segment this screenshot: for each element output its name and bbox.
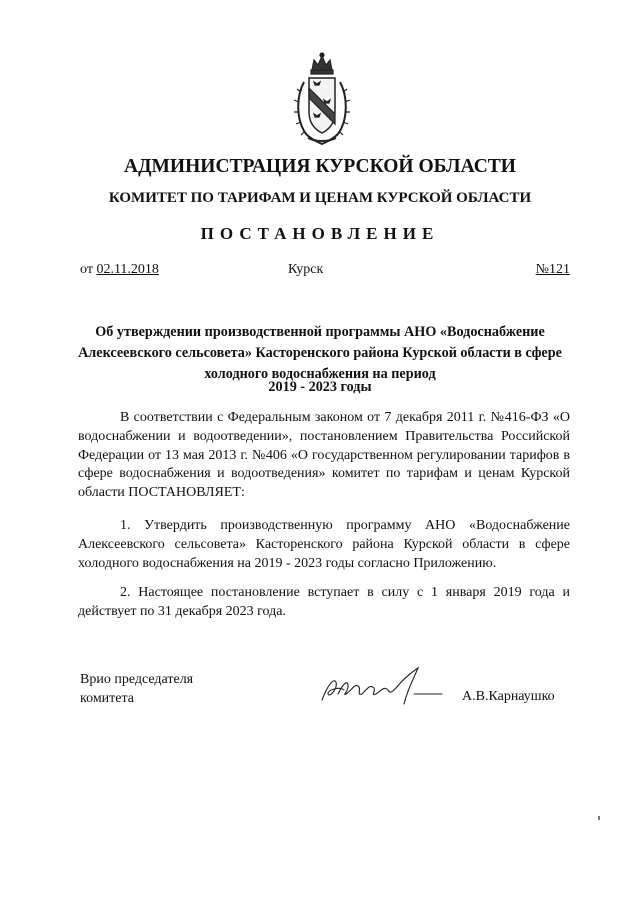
date-prefix: от	[80, 262, 97, 277]
committee-title: КОМИТЕТ ПО ТАРИФАМ И ЦЕНАМ КУРСКОЙ ОБЛАСТИ	[108, 190, 532, 206]
resolution-item-2: 2. Настоящее постановление вступает в силу с 1 января 2019 года и действует по 31 декабря 2023 года.	[78, 585, 570, 619]
document-type: ПОСТАНОВЛЕНИЕ	[200, 224, 440, 243]
handwritten-signature-icon	[318, 664, 458, 710]
coat-of-arms-icon	[290, 52, 354, 148]
document-subject: Об утверждении производственной программы АНО «Водоснабжение Алексеевского сельсовета» Касторенского района Курской области в сфере холодного водоснабжения на период	[78, 324, 562, 382]
date-value: 02.11.2018	[96, 262, 159, 277]
signatory-name: А.В.Карнаушко	[462, 689, 555, 704]
signatory-title-line-2: комитета	[80, 691, 135, 706]
signatory-title	[80, 670, 193, 708]
resolution-item-1: 1. Утвердить производственную программу АНО «Водоснабжение Алексеевского сельсовета» Касторенского района Курской области в сфере холодного водоснабжения на 2019 - 2023 годы согласно Приложению.	[78, 518, 570, 571]
signatory-title-line-1: Врио председателя	[80, 672, 194, 687]
document-subject-years: 2019 - 2023 годы	[268, 379, 372, 395]
document-city: Курск	[288, 262, 324, 277]
document-date	[80, 262, 159, 278]
preamble-paragraph: В соответствии с Федеральным законом от 7 декабря 2011 г. №416-ФЗ «О водоснабжении и водоотведении», постановлением Правительства Российской Федерации от 13 мая 2013 г. №406 «О государственном регулировании тарифов в сфере водоснабжения и водоотведения» комитет по тарифам и ценам Курской области ПОСТАНОВЛЯЕТ:	[78, 410, 570, 501]
organization-title: АДМИНИСТРАЦИЯ КУРСКОЙ ОБЛАСТИ	[124, 156, 516, 177]
scan-artifact	[598, 816, 600, 820]
document-number: №121	[535, 262, 570, 277]
